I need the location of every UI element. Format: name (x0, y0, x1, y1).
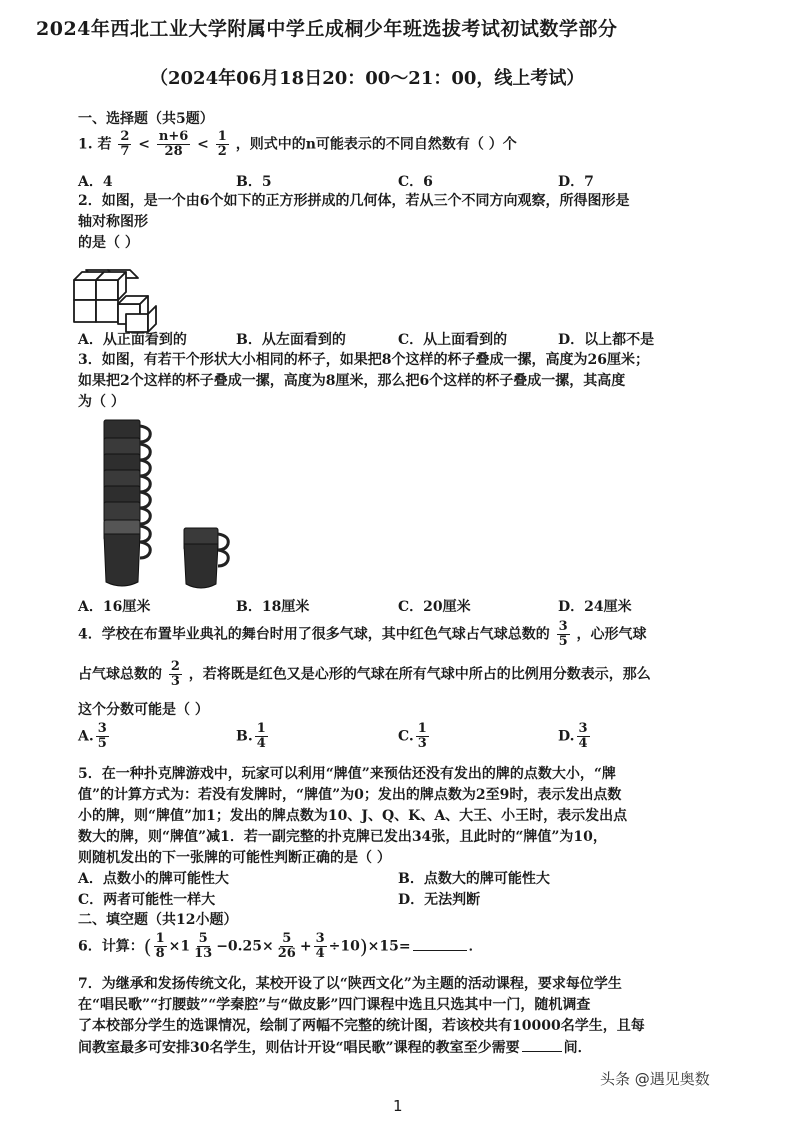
option-label: B. (236, 728, 253, 745)
denominator: 3 (417, 736, 427, 751)
option-c (398, 722, 431, 751)
fraction (192, 932, 214, 961)
fraction (216, 130, 229, 159)
fraction (314, 932, 327, 961)
question-3-line3: 为（ ） (78, 394, 125, 410)
question-4-line1 (78, 620, 647, 649)
fraction (416, 722, 429, 751)
numerator: 3 (558, 619, 568, 634)
answer-blank[interactable] (413, 936, 467, 951)
operator: −0.25× (216, 938, 274, 955)
question-text: 若 (97, 136, 112, 153)
question-text: 6．计算： (78, 938, 144, 955)
fraction (96, 722, 109, 751)
operator: + (299, 938, 312, 955)
option-c: C．6 (398, 174, 433, 190)
option-label: A. (78, 728, 94, 745)
option-b: B．点数大的牌可能性大 (398, 871, 550, 887)
denominator: 3 (170, 674, 180, 689)
option-c: C．从上面看到的 (398, 332, 508, 348)
option-a: A．4 (78, 174, 113, 190)
denominator: 7 (120, 144, 130, 159)
fraction (276, 932, 298, 961)
operator: ×1 (168, 938, 191, 955)
option-a (78, 722, 111, 751)
question-5-line5: 则随机发出的下一张牌的可能性判断正确的是（ ） (78, 850, 391, 866)
denominator: 5 (558, 634, 568, 649)
numerator: 1 (417, 721, 427, 736)
question-2-line1: 2．如图，是一个由6个如下的正方形拼成的几何体，若从三个不同方向观察，所得图形是 (78, 193, 630, 209)
question-text: ×15= (367, 938, 411, 955)
numerator: 2 (120, 129, 130, 144)
numerator: 3 (97, 721, 107, 736)
page-title: 2024年西北工业大学附属中学丘成桐少年班选拔考试初试数学部分 (36, 18, 618, 40)
denominator: 4 (315, 946, 325, 961)
answer-blank[interactable] (522, 1037, 562, 1052)
option-a: A．16厘米 (78, 599, 151, 615)
denominator: 26 (277, 946, 296, 961)
denominator: 28 (164, 144, 183, 159)
question-text: ，心形气球 (576, 626, 647, 643)
numerator: n+6 (158, 129, 189, 144)
question-text: ，若将既是红色又是心形的气球在所有气球中所占的比例用分数表示，那么 (188, 666, 651, 683)
numerator: 1 (155, 931, 165, 946)
denominator: 8 (155, 946, 165, 961)
operator: ÷10 (328, 938, 360, 955)
question-4-line3: 这个分数可能是（ ） (78, 702, 209, 718)
watermark: 头条 @遇见奥数 (600, 1070, 710, 1088)
question-text: ． (468, 938, 483, 955)
question-text: 间教室最多可安排30名学生，则估计开设“唱民歌”课程的教室至少需要 (78, 1040, 520, 1056)
less-than: < (138, 136, 151, 153)
option-b (236, 722, 270, 751)
question-1 (78, 130, 517, 159)
question-5-line3: 小的牌，则“牌值”加1；发出的牌点数为10、J、Q、K、A、大王、小王时，表示发出点 (78, 808, 628, 824)
question-text: 4．学校在布置毕业典礼的舞台时用了很多气球，其中红色气球占气球总数的 (78, 626, 550, 643)
question-4-line2 (78, 660, 651, 689)
question-2-line3: 的是（ ） (78, 235, 139, 251)
fraction (157, 130, 190, 159)
question-5-line1: 5．在一种扑克牌游戏中，玩家可以利用“牌值”来预估还没有发出的牌的点数大小，“牌 (78, 766, 616, 782)
question-text: 间． (563, 1040, 592, 1056)
cube-figure (72, 268, 158, 334)
option-c: C．20厘米 (398, 599, 471, 615)
denominator: 4 (256, 736, 266, 751)
numerator: 5 (282, 931, 292, 946)
section-title-choice: 一、选择题（共5题） (78, 111, 214, 127)
denominator: 13 (194, 946, 213, 961)
denominator: 4 (578, 736, 588, 751)
option-b: B．5 (236, 174, 272, 190)
option-label: D. (558, 728, 575, 745)
question-text: ，则式中的n可能表示的不同自然数有（ ）个 (235, 136, 517, 153)
option-a: A．点数小的牌可能性大 (78, 871, 229, 887)
option-b: B．从左面看到的 (236, 332, 346, 348)
option-d: D．以上都不是 (558, 332, 655, 348)
fraction (154, 932, 167, 961)
option-d (558, 722, 592, 751)
numerator: 1 (217, 129, 227, 144)
question-7-line3: 了本校部分学生的选课情况，绘制了两幅不完整的统计图，若该校共有10000名学生，且每 (78, 1018, 645, 1034)
fraction (169, 660, 182, 689)
bracket-close: ) (359, 934, 368, 959)
option-b: B．18厘米 (236, 599, 310, 615)
cup-stack-figure (98, 416, 238, 592)
question-6 (78, 932, 483, 961)
option-label: C. (398, 728, 414, 745)
fraction (557, 620, 570, 649)
question-5-line4: 数大的牌，则“牌值”减1．若一副完整的扑克牌已发出34张，且此时的“牌值”为10， (78, 829, 607, 845)
denominator: 5 (97, 736, 107, 751)
numerator: 3 (315, 931, 325, 946)
bracket-open: ( (143, 934, 152, 959)
page-number: 1 (393, 1097, 403, 1115)
option-a: A．从正面看到的 (78, 332, 187, 348)
numerator: 5 (198, 931, 208, 946)
question-5-line2: 值”的计算方式为：若没有发牌时，“牌值”为0；发出的牌点数为2至9时，表示发出点数 (78, 787, 622, 803)
question-2-line2: 轴对称图形 (78, 214, 148, 230)
section-title-fill: 二、填空题（共12小题） (78, 912, 238, 928)
option-d: D．无法判断 (398, 892, 481, 908)
fraction (255, 722, 268, 751)
numerator: 1 (256, 721, 266, 736)
exam-subtitle: （2024年06月18日20：00～21：00，线上考试） (150, 68, 585, 89)
fraction (577, 722, 590, 751)
denominator: 2 (217, 144, 227, 159)
option-d: D．7 (558, 174, 594, 190)
question-3-line1: 3．如图，有若干个形状大小相同的杯子，如果把8个这样的杯子叠成一摞，高度为26厘米； (78, 352, 649, 368)
question-number: 1. (78, 136, 93, 153)
numerator: 3 (578, 721, 588, 736)
question-text: 占气球总数的 (78, 666, 162, 683)
question-7-line2: 在“唱民歌”“打腰鼓”“学秦腔”与“做皮影”四门课程中选且只选其中一门，随机调查 (78, 997, 591, 1013)
question-3-line2: 如果把2个这样的杯子叠成一摞，高度为8厘米，那么把6个这样的杯子叠成一摞，其高度 (78, 373, 626, 389)
less-than: < (197, 136, 209, 153)
question-7-line1: 7．为继承和发扬传统文化，某校开设了以“陕西文化”为主题的活动课程，要求每位学生 (78, 976, 622, 992)
question-7-line4 (78, 1037, 592, 1058)
fraction (118, 130, 131, 159)
numerator: 2 (170, 659, 180, 674)
option-d: D．24厘米 (558, 599, 632, 615)
option-c: C．两者可能性一样大 (78, 892, 216, 908)
